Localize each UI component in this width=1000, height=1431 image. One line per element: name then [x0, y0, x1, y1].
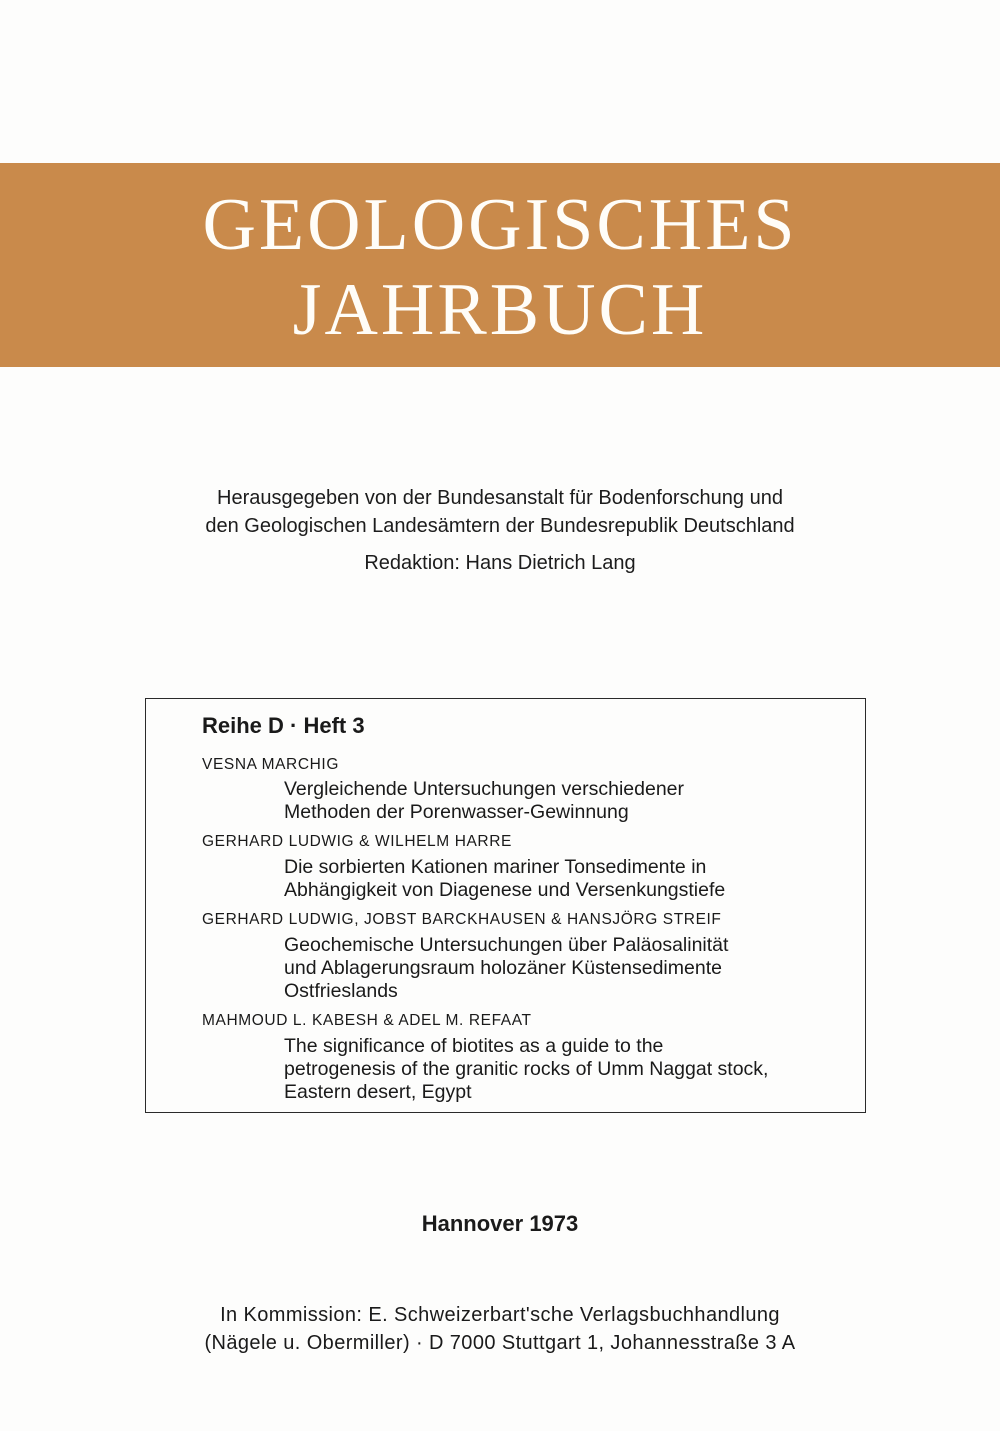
article-2-title [284, 856, 725, 902]
article-4-title-line: Eastern desert, Egypt [284, 1081, 472, 1103]
article-2-authors: GERHARD LUDWIG & WILHELM HARRE [202, 833, 512, 850]
article-3-title-line: und Ablagerungsraum holozäner Küstensedimente [284, 957, 722, 979]
article-1-title-line: Vergleichende Untersuchungen verschiedener [284, 778, 685, 800]
publisher-line-2: den Geologischen Landesämtern der Bundesrepublik Deutschland [205, 515, 795, 537]
journal-title-line-1: GEOLOGISCHES [202, 184, 798, 266]
commission-line-1: In Kommission: E. Schweizerbart'sche Verlagsbuchhandlung [220, 1304, 780, 1326]
article-1-authors: VESNA MARCHIG [202, 756, 339, 773]
article-3-title [284, 934, 728, 1003]
article-3-title-line: Ostfrieslands [284, 980, 398, 1002]
place-year: Hannover 1973 [421, 1211, 579, 1236]
article-3-title-line: Geochemische Untersuchungen über Paläosalinität [284, 934, 729, 956]
journal-title-line-2: JAHRBUCH [292, 269, 708, 351]
article-4-title-line: The significance of biotites as a guide to the [284, 1035, 664, 1057]
article-4-title [284, 1035, 768, 1104]
series-heading: Reihe D · Heft 3 [202, 713, 365, 738]
article-4-title-line: petrogenesis of the granitic rocks of Umm Naggat stock, [284, 1058, 769, 1080]
article-1-title-line: Methoden der Porenwasser-Gewinnung [284, 801, 629, 823]
article-2-title-line: Abhängigkeit von Diagenese und Versenkungstiefe [284, 879, 726, 901]
editor-line: Redaktion: Hans Dietrich Lang [364, 552, 636, 574]
article-2-title-line: Die sorbierten Kationen mariner Tonsedimente in [284, 856, 707, 878]
article-3-authors: GERHARD LUDWIG, JOBST BARCKHAUSEN & HANSJÖRG STREIF [202, 911, 722, 928]
publisher-line-1: Herausgegeben von der Bundesanstalt für Bodenforschung und [217, 487, 783, 509]
commission-line-2: (Nägele u. Obermiller) · D 7000 Stuttgart 1, Johannesstraße 3 A [204, 1332, 796, 1354]
article-1-title [284, 778, 684, 824]
article-4-authors: MAHMOUD L. KABESH & ADEL M. REFAAT [202, 1012, 532, 1029]
